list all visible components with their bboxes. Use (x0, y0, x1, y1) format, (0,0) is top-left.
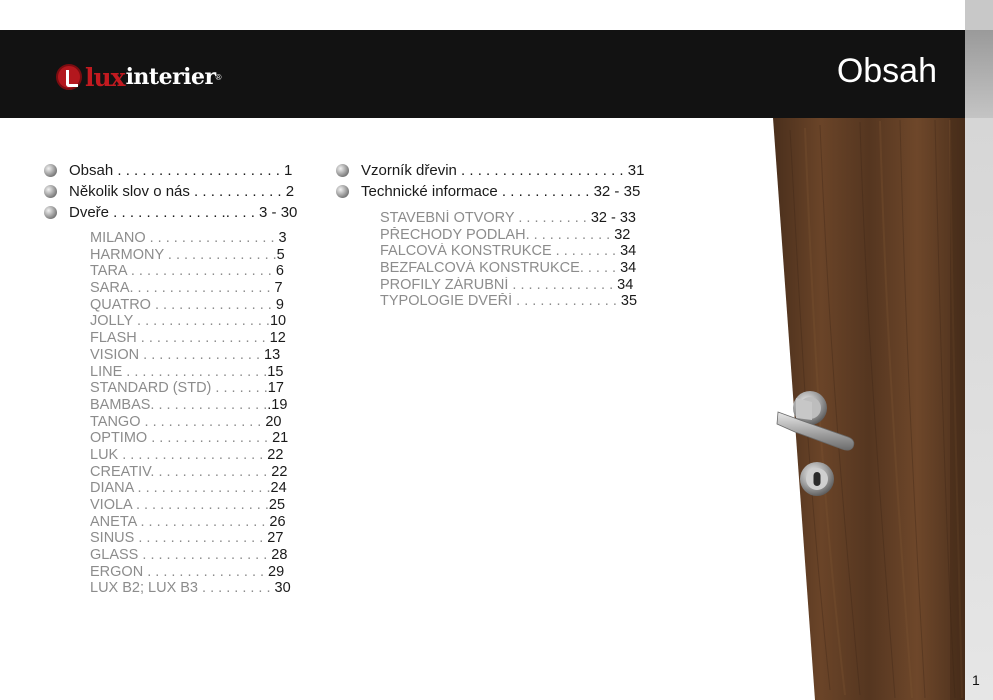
subentry-page: 13 (260, 346, 281, 363)
subentry-name: TYPOLOGIE DVEŘÍ . . . . . . . . . . . . . (380, 293, 617, 310)
logo-interier-text: interier (125, 64, 216, 90)
logo-lux-text: lux (85, 62, 125, 92)
bullet-icon (44, 164, 57, 177)
subentry-page: 15 (267, 363, 284, 380)
subentry-name: PROFILY ZÁRUBNÍ . . . . . . . . . . . . . (380, 276, 614, 293)
subentry-page: 9 (271, 296, 284, 313)
toc-subentry[interactable] (90, 447, 306, 464)
bullet-icon (44, 206, 57, 219)
bullet-icon (44, 185, 57, 198)
toc-entry-technicke-informace[interactable] (336, 181, 652, 202)
subentry-page: 27 (263, 530, 284, 547)
subentry-page: 32 (610, 226, 631, 243)
toc-subentry[interactable] (380, 293, 652, 310)
subentry-name: FALCOVÁ KONSTRUKCE . . . . . . . . (380, 243, 617, 260)
toc-subentry[interactable] (90, 397, 306, 414)
toc-subentry[interactable] (90, 263, 306, 280)
subentry-name: BAMBAS. . . . . . . . . . . . . . . (90, 396, 268, 413)
subentry-page: 32 - 33 (586, 210, 636, 226)
subentry-name: VIOLA . . . . . . . . . . . . . . . . . (90, 497, 269, 513)
subentry-page: 22 (263, 446, 284, 463)
logo-registered-mark: ® (215, 72, 222, 82)
subentry-name: HARMONY . . . . . . . . . . . . . . (90, 246, 277, 263)
subentry-name: JOLLY . . . . . . . . . . . . . . . . . (90, 313, 270, 330)
bullet-icon (336, 164, 349, 177)
toc-subentry[interactable] (90, 380, 306, 397)
subentry-page: 34 (616, 243, 637, 260)
toc-subentry[interactable] (90, 230, 306, 247)
subentry-page: 7 (270, 280, 283, 297)
subentry-page: 10 (269, 313, 287, 330)
subentry-page: 21 (268, 430, 289, 447)
toc-subentry[interactable] (90, 564, 306, 581)
toc-subentry[interactable] (90, 313, 306, 330)
toc-technical-list (336, 210, 652, 310)
subentry-page: 34 (613, 276, 634, 293)
subentry-name: QUATRO . . . . . . . . . . . . . . . (90, 296, 272, 313)
toc-subentry[interactable] (90, 364, 306, 381)
subentry-name: ERGON . . . . . . . . . . . . . . . (90, 563, 265, 580)
toc-subentry[interactable] (90, 414, 306, 431)
toc-right-column (336, 160, 652, 310)
page-number: 1 (972, 672, 980, 688)
subentry-page: 25 (268, 497, 286, 513)
subentry-page: 5 (276, 246, 285, 263)
toc-subentry[interactable] (90, 330, 306, 347)
subentry-page: 24 (270, 480, 287, 497)
subentry-name: MILANO . . . . . . . . . . . . . . . . (90, 230, 275, 246)
toc-subentry[interactable] (380, 210, 652, 227)
toc-entry-vzornik-drevin[interactable] (336, 160, 652, 181)
subentry-name: LINE . . . . . . . . . . . . . . . . . . (90, 363, 268, 380)
subentry-name: CREATIV. . . . . . . . . . . . . . . (90, 463, 268, 480)
toc-subentry[interactable] (90, 464, 306, 481)
subentry-page: 30 (270, 580, 291, 597)
subentry-page: 28 (267, 547, 288, 564)
toc-subentry[interactable] (90, 347, 306, 364)
subentry-page: 20 (261, 413, 282, 430)
subentry-name: LUX B2; LUX B3 . . . . . . . . . (90, 580, 271, 597)
toc-subentry[interactable] (90, 497, 306, 514)
toc-subentry[interactable] (90, 480, 306, 497)
toc-subentry[interactable] (90, 280, 306, 297)
subentry-page: 12 (265, 330, 286, 347)
toc-subentry[interactable] (380, 260, 652, 277)
subentry-name: ANETA . . . . . . . . . . . . . . . . (90, 513, 266, 530)
subentry-name: BEZFALCOVÁ KONSTRUKCE. . . . . (380, 260, 617, 277)
toc-subentry[interactable] (90, 580, 306, 597)
toc-entry-label: Vzorník dřevin . . . . . . . . . . . . . . . . . . . . 31 (361, 162, 645, 179)
toc-entry-obsah[interactable] (44, 160, 306, 181)
subentry-name: LUK . . . . . . . . . . . . . . . . . . (90, 446, 264, 463)
toc-subentry[interactable] (90, 247, 306, 264)
subentry-page: .19 (267, 396, 288, 413)
subentry-name: VISION . . . . . . . . . . . . . . . (90, 346, 261, 363)
toc-door-models-list (44, 230, 306, 597)
subentry-name: SARA. . . . . . . . . . . . . . . . . . (90, 280, 271, 297)
subentry-name: SINUS . . . . . . . . . . . . . . . . (90, 530, 264, 547)
bullet-icon (336, 185, 349, 198)
subentry-name: STAVEBNÍ OTVORY . . . . . . . . . (380, 210, 587, 226)
subentry-page: 26 (265, 513, 286, 530)
toc-subentry[interactable] (90, 547, 306, 564)
toc-subentry[interactable] (90, 530, 306, 547)
subentry-page: 17 (267, 380, 284, 397)
subentry-name: TARA . . . . . . . . . . . . . . . . . . (90, 263, 272, 280)
toc-subentry[interactable] (90, 297, 306, 314)
toc-subentry[interactable] (380, 277, 652, 294)
toc-subentry[interactable] (90, 514, 306, 531)
toc-entry-label: Technické informace . . . . . . . . . . . 32 - 35 (361, 183, 641, 200)
toc-entry-label: Několik slov o nás . . . . . . . . . . . 2 (69, 183, 295, 200)
toc-entry-label: Obsah . . . . . . . . . . . . . . . . . . . . 1 (69, 162, 293, 179)
subentry-page: 22 (267, 463, 288, 480)
page-title: Obsah (836, 52, 937, 90)
subentry-page: 6 (271, 263, 284, 280)
subentry-page: 35 (616, 293, 638, 310)
subentry-page: 3 (274, 230, 287, 246)
subentry-page: 34 (616, 260, 637, 277)
subentry-name: TANGO . . . . . . . . . . . . . . . (90, 413, 262, 430)
subentry-name: OPTIMO . . . . . . . . . . . . . . . (90, 430, 269, 447)
toc-subentry[interactable] (380, 227, 652, 244)
subentry-name: GLASS . . . . . . . . . . . . . . . . (90, 547, 268, 564)
subentry-name: STANDARD (STD) . . . . . . . (90, 380, 268, 397)
subentry-name: FLASH . . . . . . . . . . . . . . . . (90, 330, 266, 347)
toc-entry-nekolik-slov[interactable] (44, 181, 306, 202)
toc-subentry[interactable] (90, 430, 306, 447)
subentry-page: 29 (264, 563, 285, 580)
subentry-name: PŘECHODY PODLAH. . . . . . . . . . . (380, 226, 611, 243)
subentry-name: DIANA . . . . . . . . . . . . . . . . . (90, 480, 271, 497)
toc-subentry[interactable] (380, 243, 652, 260)
toc-entry-dvere[interactable] (44, 202, 306, 223)
toc-left-column (44, 160, 306, 597)
toc-entry-label: Dveře . . . . . . . . . . . . . .. . . . 3 - 30 (69, 204, 298, 221)
